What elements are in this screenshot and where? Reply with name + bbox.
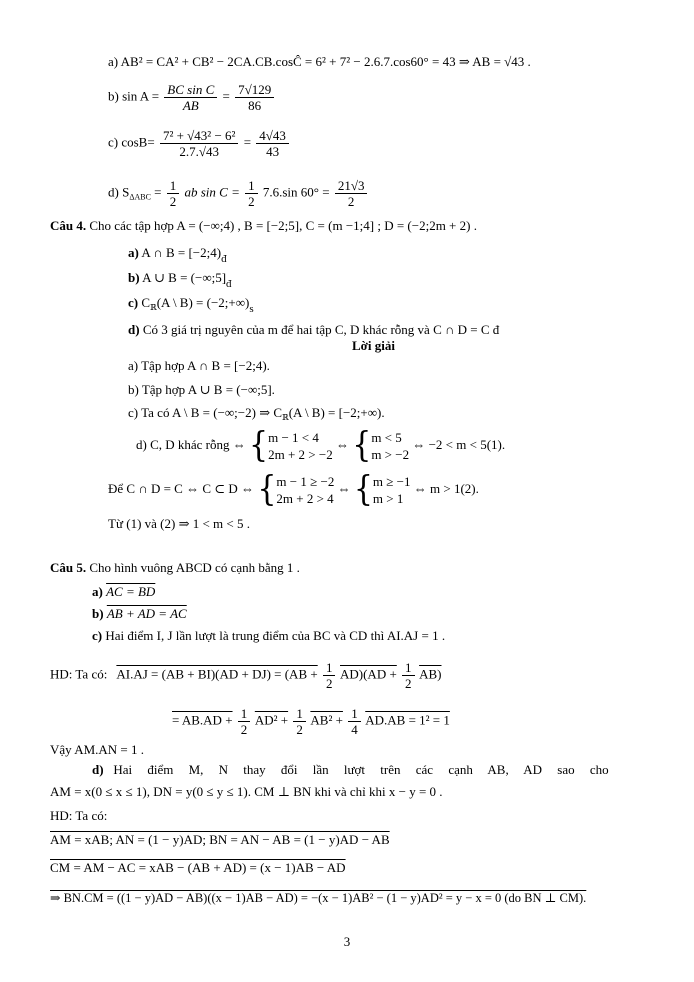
- q4-sol-a: a) Tập hợp A ∩ B = [−2;4).: [128, 358, 270, 373]
- q5-eq1: AM = xAB; AN = (1 − y)AD; BN = AN − AB = (1 − y)AD − AB: [50, 832, 390, 847]
- q5-eq3: ⇒ BN.CM = ((1 − y)AD − AB)((x − 1)AB − AD) = −(x − 1)AB² − (1 − y)AD² = y − x = 0 (do BN ⊥ CM).: [50, 891, 587, 905]
- q5-option-d: d) Hai điểm M, N thay đổi lần lượt trên các cạnh AB, AD sao cho: [92, 762, 609, 777]
- q5-hd3: HD: Ta có:: [50, 808, 108, 823]
- q4-sol-f: Từ (1) và (2) ⇒ 1 < m < 5 .: [108, 516, 250, 531]
- q5-option-a: a) AC = BD: [92, 584, 156, 599]
- q5-hd2: = AB.AD + $\frac{1}{2}$ AD² + $\frac{1}{2}$ AB² + $\frac{1}{4}$ AD.AB = 1² = 1: [172, 706, 450, 737]
- q3-c-frac1: $\frac{\text{7² + √43² − 6²}}{2.7.√43}$: [160, 128, 239, 159]
- q5-hd1: HD: Ta có: AI.AJ = (AB + BI)(AD + DJ) = (AB + $\frac{1}{2}$ AD)(AD + $\frac{1}{2}$ AB): [50, 660, 442, 691]
- q4-solution-heading: Lời giải: [352, 338, 395, 353]
- q5-option-d-cont: AM = x(0 ≤ x ≤ 1), DN = y(0 ≤ y ≤ 1). CM ⊥ BN khi và chỉ khi x − y = 0 .: [50, 784, 443, 799]
- q4-sol-e: Để C ∩ D = C ⇔ C ⊂ D ⇔ { m − 1 ≥ −2 2m + 2 > 4 ⇔ { m ≥ −1 m > 1 ⇔ m > 1(2).: [108, 469, 479, 510]
- q4-sol-c: c) Ta có A \ B = (−∞;−2) ⇒ $C_ℝ(A$ \ B) = [−2;+∞).: [128, 405, 385, 422]
- q3-b-frac2: $\frac{7√129}{86}$: [235, 82, 274, 113]
- q5-vay: Vậy AM.AN = 1 .: [50, 742, 144, 757]
- page-number: 3: [343, 934, 351, 949]
- q4-option-c: c) $C_ℝ(A$ \ $B) = (-2;+\infty)_s$: [128, 295, 254, 315]
- q3-c-frac2: $\frac{4√43}{43}$: [256, 128, 289, 159]
- q3-c-prefix: c) cosB=: [108, 134, 155, 150]
- q5-option-c: c) Hai điểm I, J lần lượt là trung điểm của BC và CD thì AI.AJ = 1 .: [92, 628, 446, 643]
- q4-title: Câu 4.: [50, 218, 87, 233]
- q4-intro: Cho các tập hợp A = (−∞;4) , B = [−2;5], C = (m −1;4] ; D = (−2;2m + 2) .: [89, 218, 477, 233]
- q3-b-frac1: $\frac{\text{BC sin C}}{AB}$: [164, 82, 217, 113]
- q4-sol-d: d) C, D khác rỗng ⇔ { m − 1 < 4 2m + 2 > −2 ⇔ { m < 5 m > −2 ⇔ −2 < m < 5(1).: [136, 425, 506, 466]
- q3-a-line: a) AB² = CA² + CB² − 2CA.CB.cosĈ = 6² + 7² − 2.6.7.cos60° = 43 ⇒ AB = √43 .: [108, 54, 531, 69]
- q5-option-b: b) AB + AD = AC: [92, 606, 187, 621]
- q3-b-prefix: b) sin A =: [108, 88, 160, 104]
- q4-option-a: a) A ∩ $B = [-2;4)_đ$: [128, 245, 227, 265]
- q3-d-result: $\frac{21√3}{2}$: [335, 178, 368, 209]
- q3-d-half2: $\frac{1}{2}$: [245, 178, 258, 209]
- q4-option-d: d) Có 3 giá trị nguyên của m để hai tập C, D khác rỗng và C ∩ D = C đ: [128, 322, 500, 337]
- q3-d-line: d) $S_{\Delta ABC}$ = $\frac{1}{2}$ ab sin C = $\frac{1}{2}$ 7.6.sin 60° = $\frac{21√3}{2}$: [108, 178, 369, 209]
- q3-c-line: c) cosB= $\frac{\text{7² + √43² − 6²}}{2.7.√43}$ = $\frac{4√43}{43}$: [108, 128, 291, 159]
- q3-b-line: b) sin A = $\frac{\text{BC sin C}}{AB}$ = $\frac{7√129}{86}$: [108, 82, 276, 113]
- q3-d-half: $\frac{1}{2}$: [167, 178, 180, 209]
- q4-option-b: b) A ∪ $B = (-\infty;5]_đ$: [128, 270, 232, 290]
- q5-eq2: CM = AM − AC = xAB − (AB + AD) = (x − 1)AB − AD: [50, 860, 346, 875]
- q4-header: [50, 218, 477, 234]
- q5-header: Câu 5. Cho hình vuông ABCD có cạnh bằng 1 .: [50, 560, 300, 575]
- q4-sol-b: b) Tập hợp A ∪ B = (−∞;5].: [128, 382, 275, 397]
